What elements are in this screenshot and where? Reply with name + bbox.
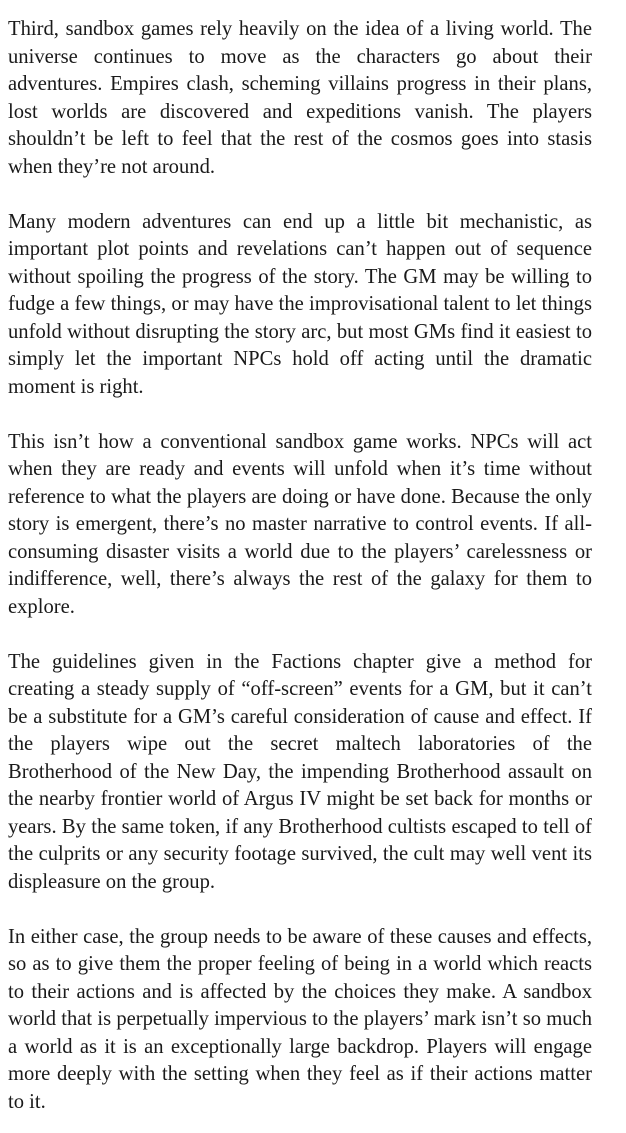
paragraph-factions-guidelines: The guidelines given in the Factions chapter give a method for creating a steady supply of “off-screen” events for a GM, but it can’t be a substitute for a GM’s careful consideration of cause and effect. If the players wipe out the secret maltech laboratories of the Brotherhood of the New Day, the impending Brotherhood assault on the nearby frontier world of Argus IV might be set back for months or years. By the same token, if any Brotherhood cultists escaped to tell of the culprits or any security footage survived, the cult may well vent its displeasure on the group. [8, 650, 592, 893]
paragraph-conventional-sandbox: This isn’t how a conventional sandbox game works. NPCs will act when they are ready and events will unfold when it’s time without reference to what the players are doing or have done. Because the only story is emergent, there’s no master narrative to control events. If all-consuming disaster visits a world due to the players’ carelessness or indifference, well, there’s always the rest of the galaxy for them to explore. [8, 430, 592, 618]
paragraph-cause-and-effect: In either case, the group needs to be aware of these causes and effects, so as to give them the proper feeling of being in a world which reacts to their actions and is affected by the choices they make. A sandbox world that is perpetually impervious to the players’ mark isn’t so much a world as it is an exceptionally large backdrop. Players will engage more deeply with the setting when they feel as if their actions matter to it. [8, 925, 592, 1113]
paragraph-living-world: Third, sandbox games rely heavily on the idea of a living world. The universe continues to move as the characters go about their adventures. Empires clash, scheming villains progress in their plans, lost worlds are discovered and expeditions vanish. The players shouldn’t be left to feel that the rest of the cosmos goes into stasis when they’re not around. [8, 18, 592, 178]
paragraph-mechanistic-adventures: Many modern adventures can end up a little bit mechanistic, as important plot points and revelations can’t happen out of sequence without spoiling the progress of the story. The GM may be willing to fudge a few things, or may have the improvisational talent to let things unfold without disrupting the story arc, but most GMs find it easiest to simply let the important NPCs hold off acting until the dramatic moment is right. [8, 210, 592, 398]
